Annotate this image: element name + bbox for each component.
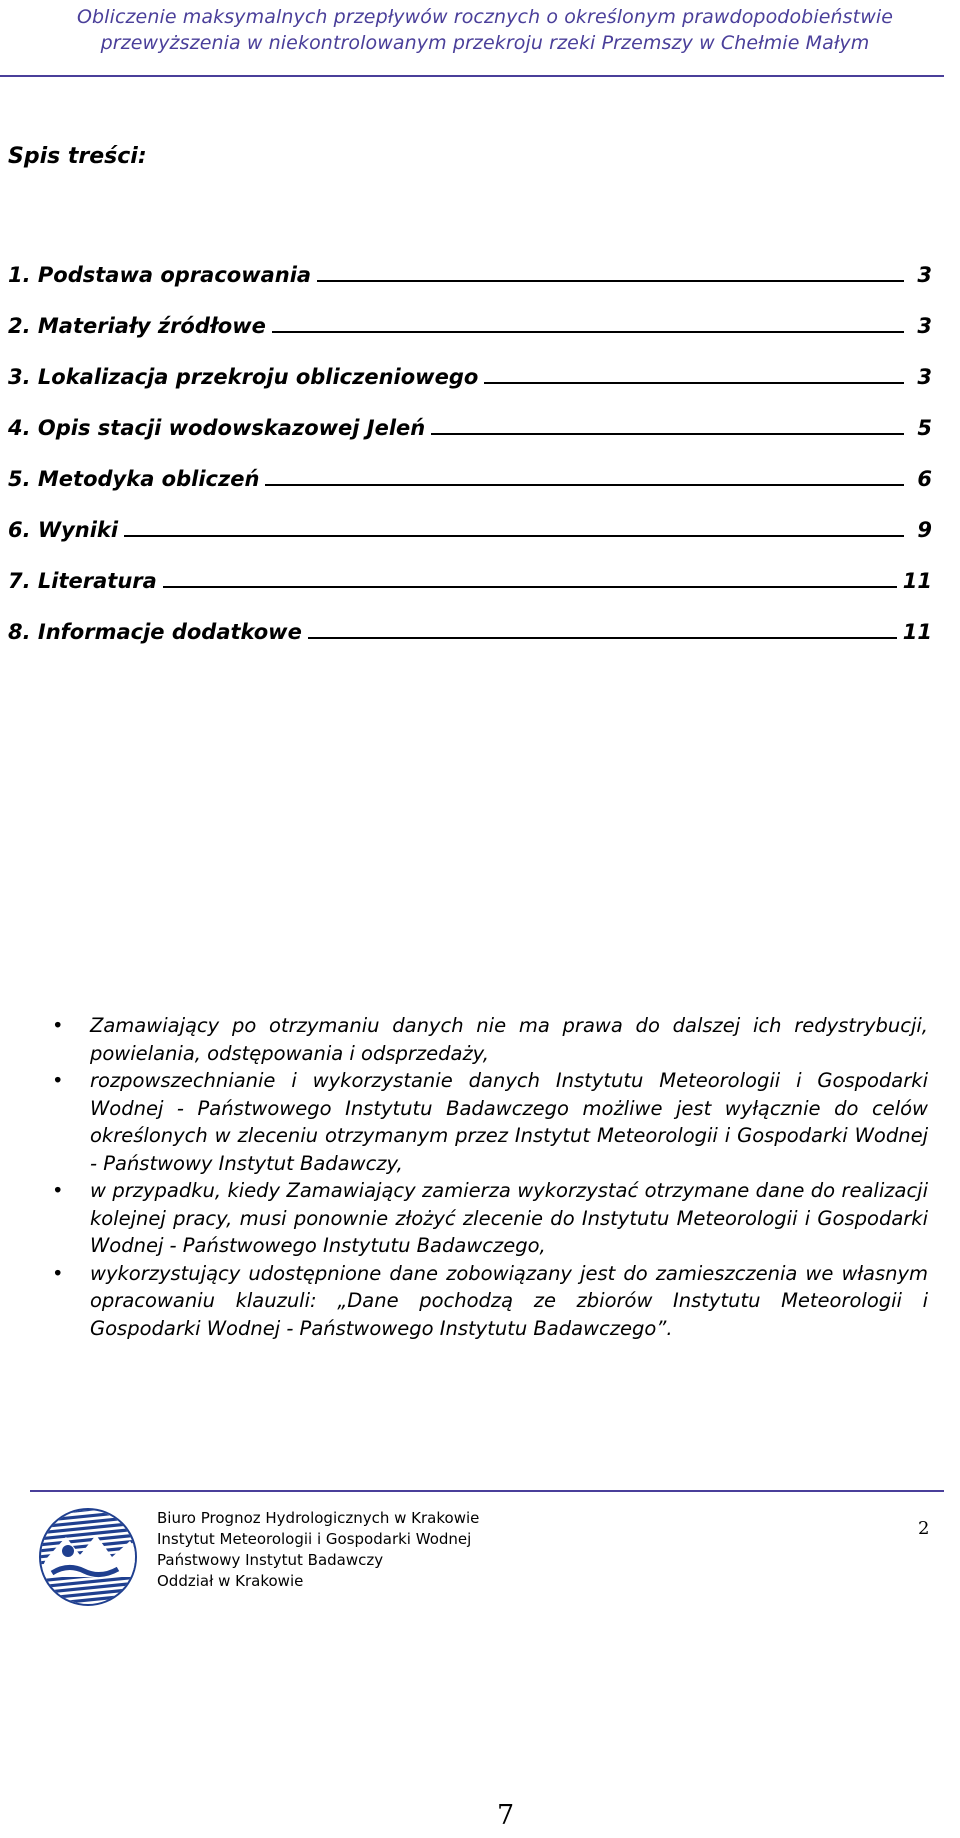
- header-title-line-1: Obliczenie maksymalnych przepływów rocznych o określonym prawdopodobieństwie: [76, 6, 894, 28]
- toc-entry-page: 6: [917, 467, 932, 491]
- toc-entry[interactable]: [8, 340, 932, 391]
- notice-item-text: rozpowszechnianie i wykorzystanie danych Instytutu Meteorologii i Gospodarki Wodnej - Państwowego Instytutu Badawczego możliwe jest wyłącznie do celów określonych w zleceniu otrzymanym przez Instytut Meteorologii i Gospodarki Wodnej - Państwowy Instytut Badawczy,: [90, 1069, 928, 1175]
- notice-item: [12, 1012, 928, 1067]
- toc-entry[interactable]: [8, 442, 932, 493]
- footer-page-number: 2: [918, 1518, 930, 1539]
- toc-entry-page: 11: [902, 620, 932, 644]
- toc-entry-title: 7. Literatura: [8, 569, 157, 593]
- toc-entry-title: 6. Wyniki: [8, 518, 119, 542]
- toc-entry[interactable]: [8, 238, 932, 289]
- bullet-icon: •: [52, 1014, 64, 1037]
- toc-leader-line: [124, 535, 904, 537]
- table-of-contents: [8, 238, 932, 646]
- footer-line-status: Państwowy Instytut Badawczy: [157, 1551, 384, 1569]
- toc-entry-page: 3: [917, 365, 932, 389]
- bullet-icon: •: [52, 1261, 64, 1285]
- toc-leader-line: [265, 484, 904, 486]
- toc-leader-line: [317, 280, 904, 282]
- footer-line-institute: Instytut Meteorologii i Gospodarki Wodnej: [157, 1530, 472, 1548]
- toc-entry-title: 5. Metodyka obliczeń: [8, 467, 260, 491]
- toc-entry-page: 9: [917, 518, 932, 542]
- footer-line-branch: Oddział w Krakowie: [157, 1572, 304, 1590]
- toc-leader-line: [163, 586, 897, 588]
- toc-entry-title: 1. Podstawa opracowania: [8, 263, 312, 287]
- toc-entry[interactable]: [8, 595, 932, 646]
- toc-leader-line: [308, 637, 897, 639]
- notice-item-text: Zamawiający po otrzymaniu danych nie ma prawa do dalszej ich redystrybucji, powielania, odstępowania i odsprzedaży,: [90, 1014, 928, 1065]
- notice-item: [12, 1177, 928, 1260]
- page-number: 7: [497, 1800, 515, 1831]
- toc-entry-page: 11: [902, 569, 932, 593]
- toc-entry-page: 5: [917, 416, 932, 440]
- footer-line-office: Biuro Prognoz Hydrologicznych w Krakowie: [157, 1509, 480, 1527]
- bullet-icon: •: [52, 1179, 64, 1202]
- toc-leader-line: [431, 433, 904, 435]
- imgw-logo-icon: [38, 1507, 138, 1607]
- toc-entry-title: 4. Opis stacji wodowskazowej Jeleń: [8, 416, 426, 440]
- toc-entry-page: 3: [917, 314, 932, 338]
- toc-entry-page: 3: [917, 263, 932, 287]
- toc-leader-line: [484, 382, 904, 384]
- toc-leader-line: [272, 331, 904, 333]
- notice-item: [12, 1260, 928, 1343]
- toc-entry-title: 2. Materiały źródłowe: [8, 314, 266, 338]
- notice-item: [12, 1067, 928, 1177]
- toc-entry[interactable]: [8, 493, 932, 544]
- header-divider: [0, 75, 944, 77]
- header-title-line-2: przewyższenia w niekontrolowanym przekroju rzeki Przemszy w Chełmie Małym: [100, 32, 870, 54]
- footer-institution: [157, 1508, 479, 1592]
- data-usage-notice-list: [12, 1012, 928, 1342]
- toc-entry[interactable]: [8, 289, 932, 340]
- toc-entry[interactable]: [8, 544, 932, 595]
- notice-item-text: w przypadku, kiedy Zamawiający zamierza wykorzystać otrzymane dane do realizacji kolejnej pracy, musi ponownie złożyć zlecenie do Instytutu Meteorologii i Gospodarki Wodnej - Państwowego Instytutu Badawczego,: [90, 1179, 928, 1257]
- toc-entry-title: 3. Lokalizacja przekroju obliczeniowego: [8, 365, 479, 389]
- page-header: [0, 0, 960, 80]
- notice-item-text: wykorzystujący udostępnione dane zobowiązany jest do zamieszczenia we własnym opracowaniu klauzuli: „Dane pochodzą ze zbiorów Instytutu Meteorologii i Gospodarki Wodnej - Państwowego Instytutu Badawczego”.: [90, 1261, 928, 1340]
- bullet-icon: •: [52, 1069, 64, 1092]
- toc-entry[interactable]: [8, 391, 932, 442]
- toc-heading: Spis treści:: [8, 144, 147, 169]
- toc-entry-title: 8. Informacje dodatkowe: [8, 620, 302, 644]
- footer-divider: [30, 1490, 944, 1492]
